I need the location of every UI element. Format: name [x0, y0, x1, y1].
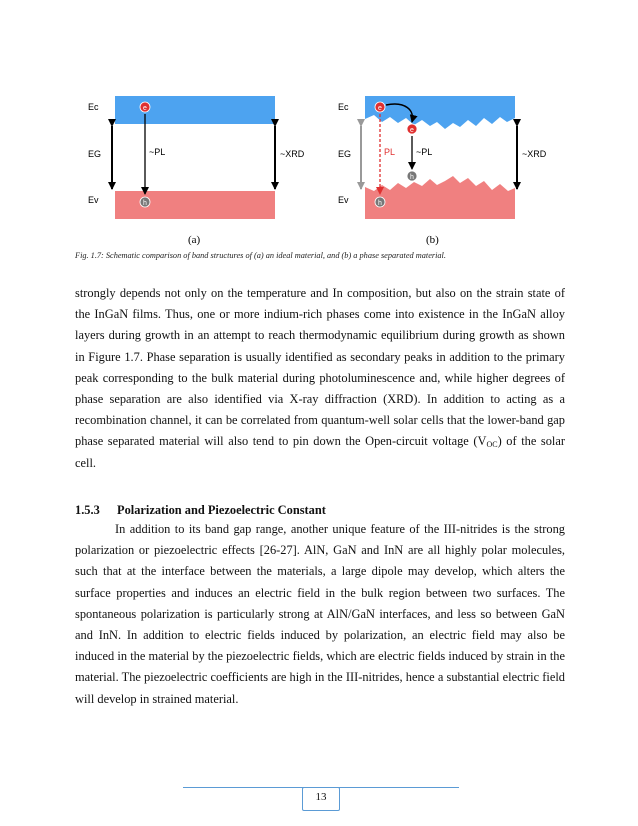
valence-band-a	[115, 191, 275, 219]
panel-b	[338, 96, 547, 246]
section-number: 1.5.3	[75, 503, 100, 517]
svg-text:e: e	[410, 127, 414, 134]
pl-label-a: ~PL	[149, 147, 166, 157]
svg-text:h: h	[410, 174, 414, 181]
ec-label-a: Ec	[88, 102, 99, 112]
xrd-label-b: ~XRD	[522, 149, 547, 159]
pl-red-label: PL	[384, 147, 396, 157]
eg-label-b: EG	[338, 149, 352, 159]
svg-text:h: h	[143, 200, 147, 207]
conduction-band-b	[365, 96, 515, 129]
xrd-label-a: ~XRD	[280, 149, 305, 159]
section-title: Polarization and Piezoelectric Constant	[117, 503, 326, 517]
ev-label-b: Ev	[338, 195, 349, 205]
figure-caption: Fig. 1.7: Schematic comparison of band structures of (a) an ideal material, and (b) a phase separated material.	[75, 251, 446, 260]
ev-label-a: Ev	[88, 195, 99, 205]
body-paragraph-2: In addition to its band gap range, another unique feature of the III-nitrides is the strong polarization or piezoelectric effects [26-27]. AlN, GaN and InN are all highly polar molecules, such that at the interface between the materials, a large dipole may develop, which alters the surface properties and induces an electric field in the bulk region between two surfaces. The spontaneous polarization is particularly strong at AlN/GaN interfaces, and less so between GaN and InN. In addition to electric fields induced by polarization, an electric field may also be induced in the material by the piezoelectric fields, which are electric fields induced by strain in the material. The piezoelectric coefficients are high in the III-nitrides, hence a substantial electric field will develop in strained material.	[75, 522, 565, 706]
svg-text:e: e	[378, 105, 382, 112]
panel-a	[88, 96, 305, 246]
svg-text:e: e	[143, 105, 147, 112]
band-structure-figure	[60, 96, 580, 246]
body-paragraph-1: strongly depends not only on the temperature and In composition, but also on the strain state of the InGaN films. Thus, one or more indium-rich phases come into existence in the InGaN alloy layers during growth in an attempt to reach thermodynamic equilibrium during growth as shown in Figure 1.7. Phase separation is usually identified as secondary peaks in addition to the primary peak corresponding to the bulk material during photoluminescence and, while higher degrees of phase separation are also identified via X-ray diffraction (XRD). In addition to acting as a recombination channel, it can be correlated from quantum-well solar cells that the lower-band gap phase separated material will also tend to pin down the Open-circuit voltage $(V_{OC})$ of the solar cell.	[75, 286, 565, 470]
page-number: 13	[315, 791, 327, 803]
band-diagram	[60, 96, 580, 246]
pl-label-b: ~PL	[416, 147, 433, 157]
conduction-band-a	[115, 96, 275, 124]
page-number-box	[302, 787, 340, 811]
ec-label-b: Ec	[338, 102, 349, 112]
panel-a-label: (a)	[188, 234, 201, 246]
eg-label-a: EG	[88, 149, 102, 159]
panel-b-label: (b)	[426, 234, 439, 246]
svg-text:h: h	[378, 200, 382, 207]
valence-band-b	[365, 176, 515, 219]
section-heading	[75, 503, 326, 518]
